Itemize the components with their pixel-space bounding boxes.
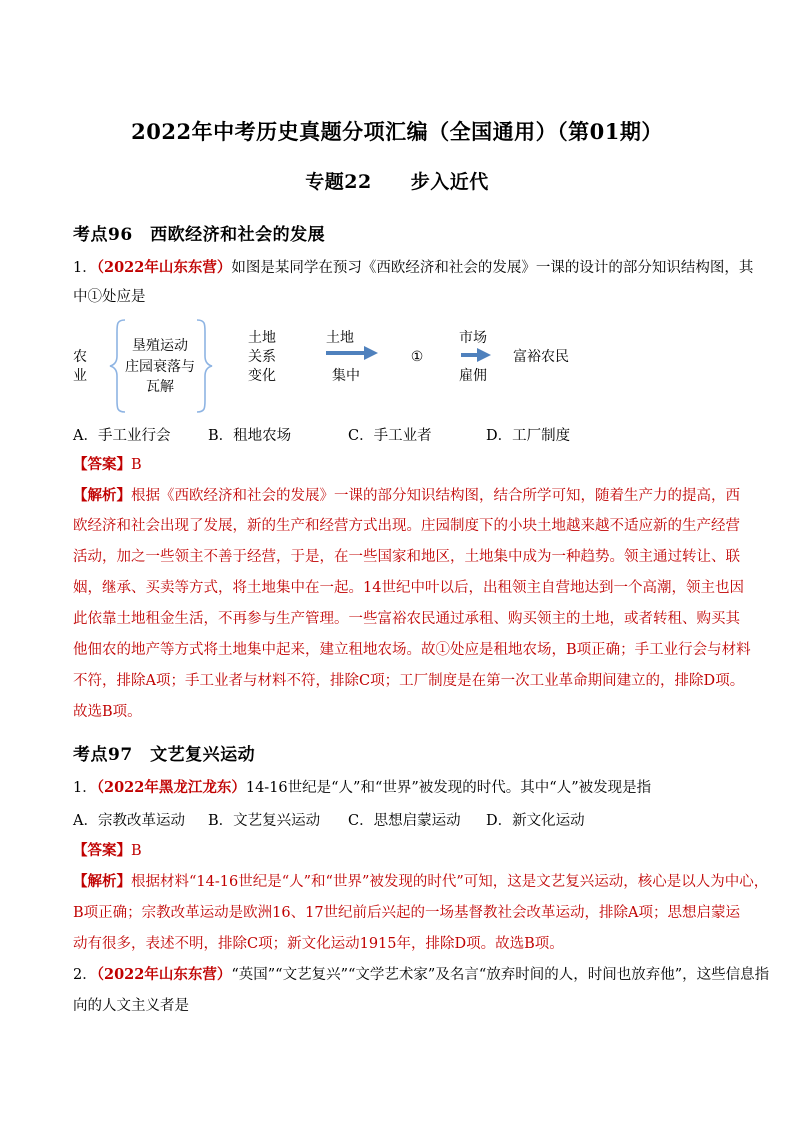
diagram-brace-item-2: 庄园衰落与 [125,359,195,375]
analysis-line-1 [73,486,740,506]
analysis-line-4: 姻，继承、买卖等方式，将土地集中在一起。14世纪中叶以后，出租领主自营地达到一个高潮，领主也因 [73,580,744,596]
question-1-stem [73,258,753,278]
diagram-land-change-1: 土地 [248,330,276,346]
analysis-line-3: 活动，加之一些领主不善于经营，于是，在一些国家和地区，土地集中成为一种趋势。领主通过转让、联 [73,549,740,565]
analysis-text: 根据材料“14-16世纪是“人”和“世界”被发现的时代”可知，这是文艺复兴运动，核心是以人为中心， [131,874,769,890]
diagram-land-change-3: 变化 [248,368,276,384]
analysis-text: 根据《西欧经济和社会的发展》一课的部分知识结构图，结合所学可知，随着生产力的提高，西 [131,488,740,504]
question-source: （2022年山东东营） [96,966,232,983]
analysis-label: 【解析】 [73,487,131,504]
question-number: 1． [73,260,97,276]
option-b: B．租地农场 [208,428,292,444]
analysis-line-3: 动有很多，表述不明，排除C项；新文化运动1915年，排除D项。故选B项。 [73,936,564,952]
right-brace-icon [194,318,214,414]
diagram-land-bottom: 集中 [332,368,360,384]
analysis-line-6: 他佃农的地产等方式将土地集中起来，建立租地农场。故①处应是租地农场，B项正确；手工业行会与材料 [73,642,751,658]
answer-value: B [131,843,142,859]
question-number: 1． [73,780,97,796]
analysis-line-1 [73,872,768,892]
answer-line [73,841,142,861]
arrow-right-small-icon [461,348,491,362]
answer-line [73,455,142,475]
question-source: （2022年山东东营） [96,259,232,276]
document-subtitle: 专题22 步入近代 [305,171,489,193]
question-text: 14-16世纪是“人”和“世界”被发现的时代。其中“人”被发现是指 [245,780,652,796]
answer-label: 【答案】 [73,842,131,859]
answer-label: 【答案】 [73,456,131,473]
question-1-stem-line2: 中①处应是 [73,289,146,305]
question-97-2-stem [73,965,769,985]
option-d: D．工厂制度 [486,428,571,444]
option-a: A．宗教改革运动 [73,813,185,829]
analysis-line-5: 此依靠土地租金生活，不再参与生产管理。一些富裕农民通过承租、购买领主的土地，或者转租、购买其 [73,611,740,627]
diagram-result: 富裕农民 [513,349,569,365]
option-c: C．思想启蒙运动 [348,813,461,829]
document-title: 2022年中考历史真题分项汇编（全国通用）（第01期） [131,119,663,144]
diagram-brace-item-3: 瓦解 [146,379,174,395]
question-number: 2． [73,967,97,983]
question-97-1-stem [73,778,651,798]
diagram-market-top: 市场 [459,330,487,346]
question-source: （2022年黑龙江龙东） [96,779,246,796]
diagram-market-bottom: 雇佣 [459,368,487,384]
diagram-left-label-2: 业 [73,368,87,384]
option-b: B．文艺复兴运动 [208,813,321,829]
option-d: D．新文化运动 [486,813,585,829]
analysis-line-2: 欧经济和社会出现了发展，新的生产和经营方式出现。庄园制度下的小块土地越来越不适应新的生产经营 [73,518,740,534]
analysis-line-7: 不符，排除A项；手工业者与材料不符，排除C项；工厂制度是在第一次工业革命期间建立的，排除D项。 [73,673,745,689]
question-97-2-stem-line2: 向的人文主义者是 [73,998,189,1014]
section-heading-97: 考点97 文艺复兴运动 [73,745,256,765]
option-a: A．手工业行会 [73,428,171,444]
section-heading-96: 考点96 西欧经济和社会的发展 [73,225,326,245]
analysis-label: 【解析】 [73,873,131,890]
diagram-land-top: 土地 [326,330,354,346]
diagram-land-change-2: 关系 [248,349,276,365]
option-c: C．手工业者 [348,428,432,444]
question-text: “英国”“文艺复兴”“文学艺术家”及名言“放弃时间的人，时间也放弃他”，这些信息指 [231,967,770,983]
analysis-line-8: 故选B项。 [73,704,142,720]
diagram-brace-item-1: 垦殖运动 [132,338,188,354]
analysis-line-2: B项正确；宗教改革运动是欧洲16、17世纪前后兴起的一场基督教社会改革运动，排除A项；思想启蒙运 [73,905,741,921]
answer-value: B [131,457,142,473]
diagram-circle-number: ① [410,349,424,365]
question-text: 如图是某同学在预习《西欧经济和社会的发展》一课的设计的部分知识结构图，其 [231,260,754,276]
arrow-right-icon [326,346,378,360]
diagram-left-label-1: 农 [73,349,87,365]
